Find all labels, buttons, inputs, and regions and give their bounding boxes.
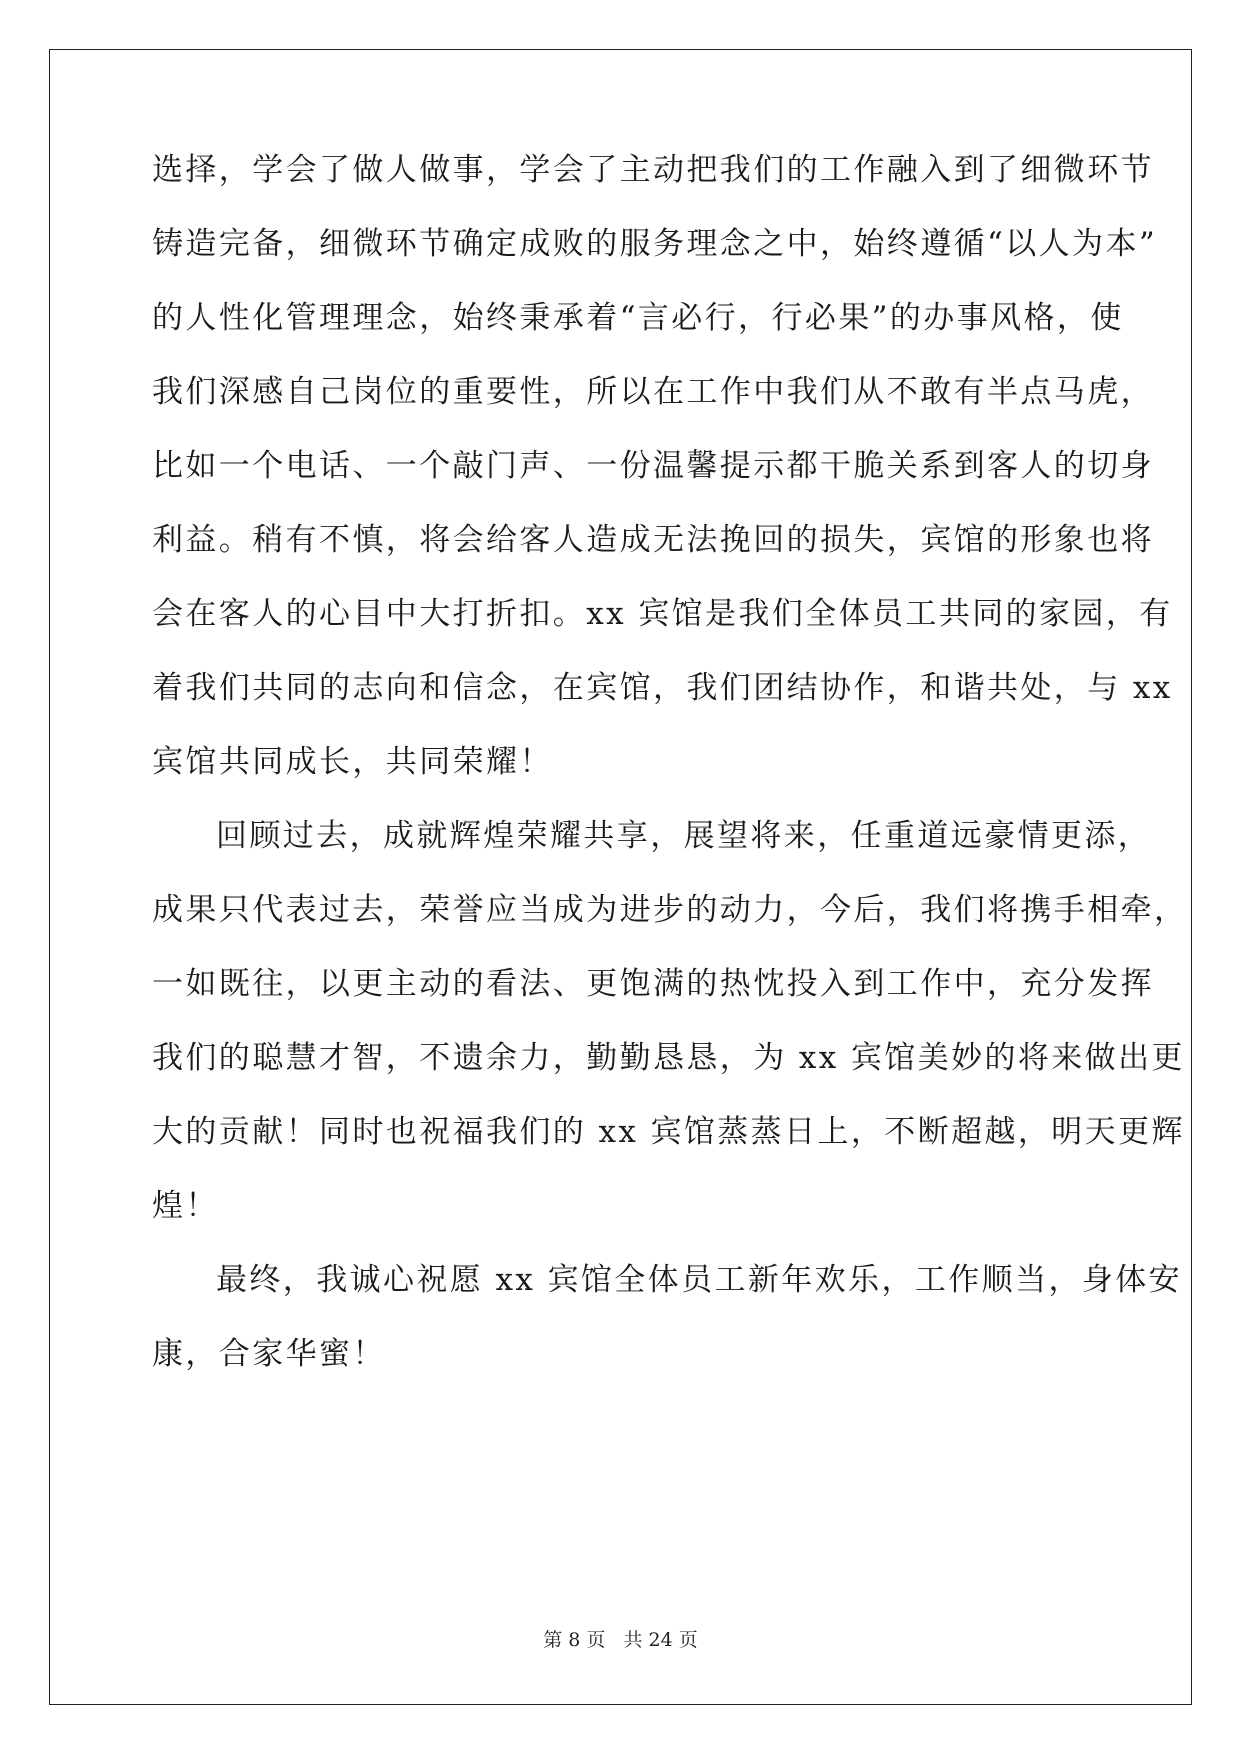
paragraph-line: 煌！ (152, 1188, 219, 1224)
paragraph-line: 的人性化管理理念，始终秉承着“言必行，行必果”的办事风格，使 (152, 300, 1124, 336)
paragraph-line: 我们深感自己岗位的重要性，所以在工作中我们从不敢有半点马虎， (152, 374, 1154, 410)
paragraph-line: 大的贡献！同时也祝福我们的 xx 宾馆蒸蒸日上，不断超越，明天更辉 (152, 1114, 1185, 1150)
paragraph-line: 铸造完备，细微环节确定成败的服务理念之中，始终遵循“以人为本” (152, 226, 1158, 262)
paragraph-line: 比如一个电话、一个敲门声、一份温馨提示都干脆关系到客人的切身 (152, 448, 1154, 484)
page-number-footer: 第 8 页 共 24 页 (543, 1629, 698, 1651)
paragraph-line: 着我们共同的志向和信念，在宾馆，我们团结协作，和谐共处，与 xx (152, 670, 1173, 706)
paragraph-line: 成果只代表过去，荣誉应当成为进步的动力，今后，我们将携手相牵， (152, 892, 1188, 928)
paragraph-line: 一如既往，以更主动的看法、更饱满的热忱投入到工作中，充分发挥 (152, 966, 1154, 1002)
paragraph-line: 会在客人的心目中大打折扣。xx 宾馆是我们全体员工共同的家园，有 (152, 596, 1173, 632)
paragraph-line: 利益。稍有不慎，将会给客人造成无法挽回的损失，宾馆的形象也将 (152, 522, 1154, 558)
paragraph-line: 宾馆共同成长，共同荣耀！ (152, 744, 553, 780)
paragraph-line: 康，合家华蜜！ (152, 1336, 386, 1372)
paragraph-line: 回顾过去，成就辉煌荣耀共享，展望将来，任重道远豪情更添， (216, 818, 1152, 854)
paragraph-line: 我们的聪慧才智，不遗余力，勤勤恳恳，为 xx 宾馆美妙的将来做出更 (152, 1040, 1185, 1076)
paragraph-line: 选择，学会了做人做事，学会了主动把我们的工作融入到了细微环节 (152, 152, 1154, 188)
paragraph-line: 最终，我诚心祝愿 xx 宾馆全体员工新年欢乐，工作顺当，身体安 (216, 1262, 1183, 1298)
